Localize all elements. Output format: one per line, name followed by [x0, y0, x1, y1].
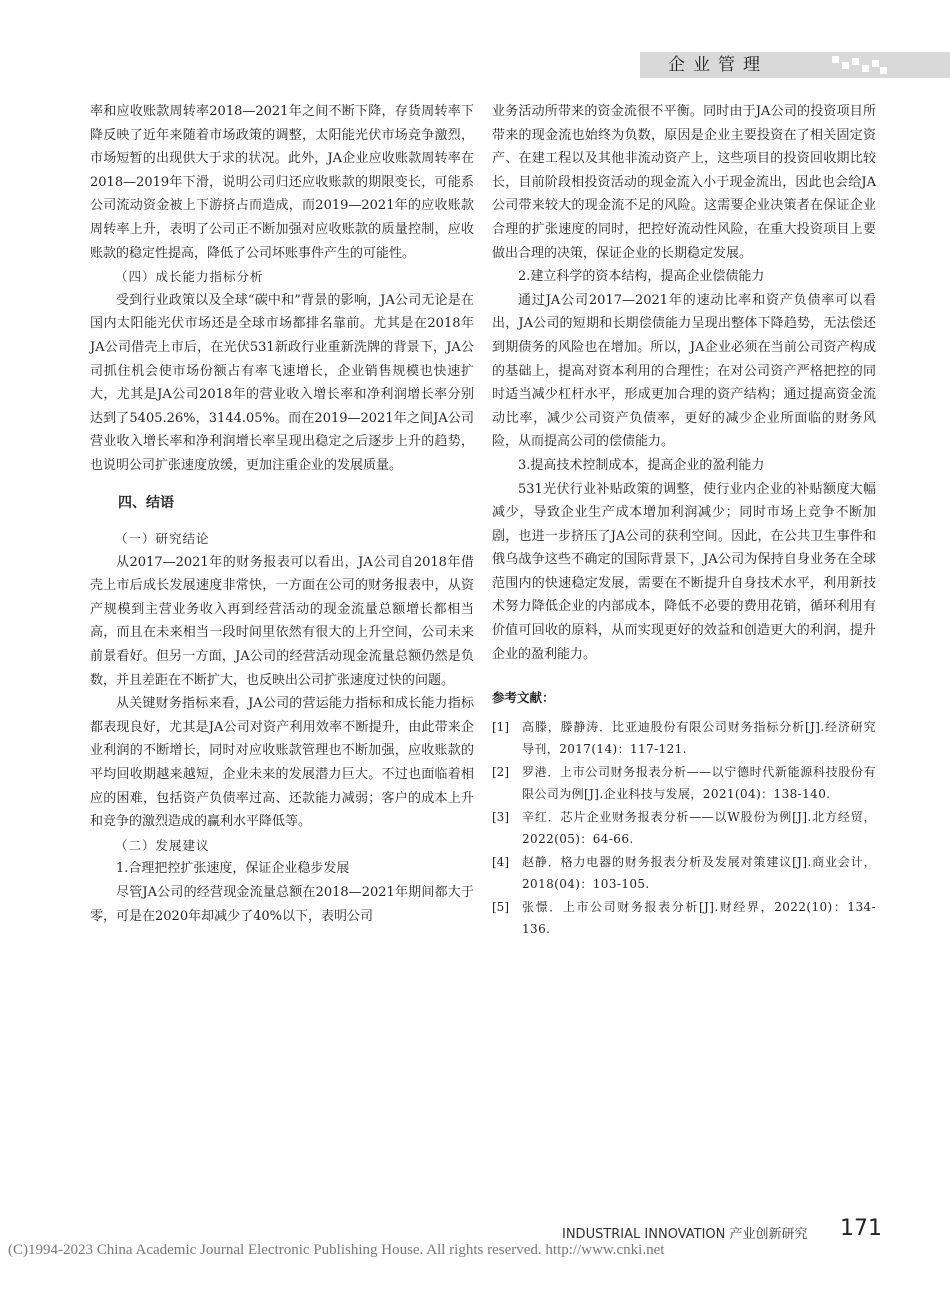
reference-text: 赵静．格力电器的财务报表分析及发展对策建议[J].商业会计，2018(04)：103-105. [522, 854, 876, 892]
left-column [90, 100, 474, 928]
reference-text: 张憬．上市公司财务报表分析[J].财经界，2022(10)：134-136. [522, 899, 876, 937]
references-title: 参考文献： [492, 690, 555, 706]
paragraph: 率和应收账款周转率2018—2021年之间不断下降，存货周转率下降反映了近年来随着市场政策的调整，太阳能光伏市场竞争激烈，市场短暂的出现供大于求的状况。此外，JA企业应收账款周转率在2018—2019年下滑，说明公司归还应收账款的期限变长，可能系公司流动资金被上下游挤占而造成，而2019—2021年的应收账款周转率上升，表明了公司正不断加强对应收账款的质量控制，应收账款的稳定性提高，降低了公司坏账事件产生的可能性。 [90, 104, 474, 261]
paragraph: 从关键财务指标来看，JA公司的营运能力指标和成长能力指标都表现良好，尤其是JA公司对资产利用效率不断提升，由此带来企业利润的不断增长，同时对应收账款管理也不断加强，应收账款的平均回收期越来越短，企业未来的发展潜力巨大。不过也面临着相应的困难，包括资产负债率过高、还款能力减弱；客户的成本上升和竞争的激烈造成的赢利水平降低等。 [90, 696, 474, 830]
paragraph: 从2017—2021年的财务报表可以看出，JA公司自2018年借壳上市后成长发展速度非常快，一方面在公司的财务报表中，从资产规模到主营业务收入再到经营活动的现金流量总额增长都相当高，而且在未来相当一段时间里依然有很大的上升空间，公司未来前景看好。但另一方面，JA公司的经营活动现金流量总额仍然是负数，并且差距在不断扩大，也反映出公司扩张速度过快的问题。 [90, 554, 474, 688]
copyright-notice: (C)1994-2023 China Academic Journal Electronic Publishing House. All rights reserved. http://www.cnki.net [8, 1242, 665, 1258]
journal-name: INDUSTRIAL INNOVATION 产业创新研究 [562, 1227, 808, 1242]
right-column [492, 100, 876, 941]
section-heading: （一）研究结论 [115, 531, 210, 547]
page-number: 171 [840, 1216, 882, 1241]
reference-item [492, 716, 876, 761]
header-decoration [828, 56, 888, 76]
subsection-heading: 3.提高技术控制成本，提高企业的盈利能力 [518, 457, 765, 473]
reference-number: [1] [492, 719, 509, 734]
subsection-heading: 2.建立科学的资本结构，提高企业偿债能力 [518, 269, 765, 285]
reference-number: [3] [492, 809, 509, 824]
reference-number: [4] [492, 854, 509, 869]
section-heading: （四）成长能力指标分析 [115, 269, 264, 285]
reference-item [492, 851, 876, 896]
paragraph: 531光伏行业补贴政策的调整，使行业内企业的补贴额度大幅减少，导致企业生产成本增加利润减少；同时市场上竞争不断加剧，也进一步挤压了JA公司的获利空间。因此，在公共卫生事件和俄乌战争这些不确定的国际背景下，JA公司为保持自身业务在全球范围内的快速稳定发展，需要在不断提升自身技术水平，利用新技术努力降低企业的内部成本，降低不必要的费用花销，循环利用有价值可回收的原料，从而实现更好的效益和创造更大的利润，提升企业的盈利能力。 [492, 481, 876, 662]
reference-item [492, 896, 876, 941]
paragraph: 受到行业政策以及全球“碳中和”背景的影响，JA公司无论是在国内太阳能光伏市场还是全球市场都排名靠前。尤其是在2018年JA公司借壳上市后，在光伏531新政行业重新洗牌的背景下，JA公司抓住机会使市场份额占有率飞速增长，企业销售规模也快速扩大，尤其是JA公司2018年的营业收入增长率和净利润增长率分别达到了5405.26%，3144.05%。而在2019—2021年之间JA公司营业收入增长率和净利润增长率呈现出稳定之后逐步上升的趋势，也说明公司扩张速度放缓，更加注重企业的发展质量。 [90, 292, 474, 473]
reference-item [492, 806, 876, 851]
reference-text: 高滕，滕静涛．比亚迪股份有限公司财务指标分析[J].经济研究导刊，2017(14)：117-121. [522, 719, 876, 757]
paragraph: 业务活动所带来的资金流很不平衡。同时由于JA公司的投资项目所带来的现金流也始终为负数，原因是企业主要投资在了相关固定资产、在建工程以及其他非流动资产上，这些项目的投资回收期比较长，目前阶段相投资活动的现金流入小于现金流出，因此也会给JA公司带来较大的现金流不足的风险。这需要企业决策者在保证企业合理的扩张速度的同时，把控好流动性风险，在重大投资项目上要做出合理的决策，保证企业的长期稳定发展。 [492, 104, 876, 261]
section-title: 企业管理 [668, 55, 768, 75]
subsection-heading: 1.合理把控扩张速度，保证企业稳步发展 [116, 861, 350, 877]
section-heading: （二）发展建议 [115, 837, 210, 853]
reference-text: 罗港．上市公司财务报表分析——以宁德时代新能源科技股份有限公司为例[J].企业科技与发展，2021(04)：138-140. [522, 764, 876, 802]
footer-journal [562, 1223, 808, 1242]
reference-text: 辛红．芯片企业财务报表分析——以W股份为例[J].北方经贸，2022(05)：64-66. [522, 809, 876, 847]
reference-number: [2] [492, 764, 509, 779]
reference-item [492, 761, 876, 806]
reference-number: [5] [492, 899, 509, 914]
paragraph: 尽管JA公司的经营现金流量总额在2018—2021年期间都大于零，可是在2020年却减少了40%以下，表明公司 [90, 885, 474, 924]
paragraph: 通过JA公司2017—2021年的速动比率和资产负债率可以看出，JA公司的短期和长期偿债能力呈现出整体下降趋势，无法偿还到期债务的风险也在增加。所以，JA企业必须在当前公司资产构成的基础上，提高对资本利用的合理性；在对公司资产严格把控的同时适当减少杠杆水平，形成更加合理的资产结构；通过提高资金流动比率，减少公司资产负债率，更好的减少企业所面临的财务风险，从而提高公司的偿债能力。 [492, 292, 876, 450]
chapter-heading: 四、结语 [118, 494, 174, 511]
